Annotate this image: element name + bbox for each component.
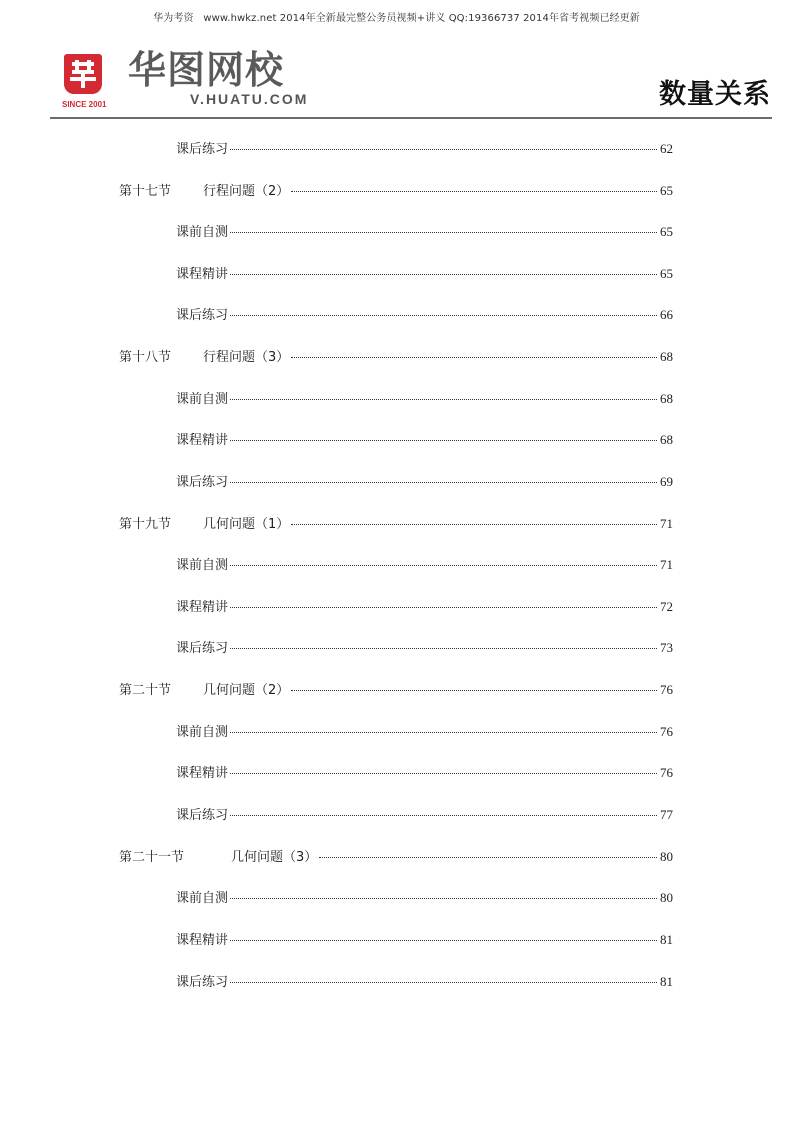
toc-entry-title: 课后练习: [176, 142, 229, 157]
toc-entry-title: 课程精讲: [176, 933, 229, 948]
toc-entry-title: 课程精讲: [176, 433, 229, 448]
toc-page-number: 65: [660, 183, 673, 198]
toc-page-number: 80: [660, 890, 673, 905]
toc-entry[interactable]: [176, 221, 673, 241]
toc-page-number: 81: [660, 932, 673, 947]
dot-leader: [230, 232, 657, 233]
toc-page-number: 68: [660, 391, 673, 406]
header-divider: [50, 117, 772, 119]
toc-entry[interactable]: [176, 263, 673, 283]
toc-entry[interactable]: [176, 929, 673, 949]
toc-entry[interactable]: [176, 637, 673, 657]
dot-leader: [291, 690, 657, 691]
dot-leader: [230, 773, 657, 774]
toc-entry-title: 课程精讲: [176, 600, 229, 615]
page-title: 数量关系: [659, 79, 771, 110]
toc-entry[interactable]: [176, 388, 673, 408]
dot-leader: [291, 191, 657, 192]
dot-leader: [291, 524, 657, 525]
toc-page-number: 80: [660, 849, 673, 864]
toc-section-number: 第二十一节: [119, 850, 185, 865]
toc-entry-title: 课后练习: [176, 308, 229, 323]
toc-entry-title: 课程精讲: [176, 267, 229, 282]
toc-entry-title: 课后练习: [176, 808, 229, 823]
dot-leader: [230, 565, 657, 566]
toc-page-number: 77: [660, 807, 673, 822]
dot-leader: [230, 648, 657, 649]
toc-entry[interactable]: [176, 762, 673, 782]
logo-shield-icon: [64, 54, 102, 94]
toc-section-title: 几何问题（2）: [203, 683, 290, 698]
dot-leader: [230, 482, 657, 483]
toc-entry[interactable]: [176, 471, 673, 491]
toc-page-number: 73: [660, 640, 673, 655]
logo-since-text: SINCE 2001: [62, 100, 107, 109]
page-header: [0, 48, 793, 118]
top-banner: 华为考资 www.hwkz.net 2014年全新最完整公务员视频+讲义 QQ:19366737 2014年省考视频已经更新: [153, 13, 640, 24]
toc-entry[interactable]: [176, 596, 673, 616]
toc-page-number: 76: [660, 724, 673, 739]
toc-page-number: 66: [660, 307, 673, 322]
dot-leader: [230, 815, 657, 816]
toc-section[interactable]: [119, 513, 673, 533]
logo-name: 华图网校: [128, 48, 285, 92]
toc-entry[interactable]: [176, 429, 673, 449]
toc-page-number: 65: [660, 224, 673, 239]
dot-leader: [230, 898, 657, 899]
toc-section-title: 行程问题（2）: [203, 184, 290, 199]
toc-entry-title: 课前自测: [176, 725, 229, 740]
toc-page-number: 81: [660, 974, 673, 989]
toc-entry[interactable]: [176, 721, 673, 741]
dot-leader: [230, 940, 657, 941]
toc-entry-title: 课后练习: [176, 475, 229, 490]
toc-entry-title: 课程精讲: [176, 766, 229, 781]
toc-entry[interactable]: [176, 304, 673, 324]
toc-page-number: 72: [660, 599, 673, 614]
toc-section[interactable]: [119, 180, 673, 200]
toc-page-number: 69: [660, 474, 673, 489]
dot-leader: [319, 857, 657, 858]
toc-entry-title: 课后练习: [176, 975, 229, 990]
dot-leader: [230, 732, 657, 733]
toc-section-title: 几何问题（3）: [231, 850, 318, 865]
toc-section-number: 第十七节: [119, 184, 172, 199]
toc-entry-title: 课前自测: [176, 392, 229, 407]
toc-entry-title: 课后练习: [176, 641, 229, 656]
toc-page-number: 65: [660, 266, 673, 281]
toc-page-number: 76: [660, 682, 673, 697]
toc-page-number: 68: [660, 349, 673, 364]
toc-page-number: 71: [660, 557, 673, 572]
toc-entry[interactable]: [176, 554, 673, 574]
toc-section-title: 行程问题（3）: [203, 350, 290, 365]
toc-section[interactable]: [119, 679, 673, 699]
toc-section-number: 第十九节: [119, 517, 172, 532]
toc-entry[interactable]: [176, 887, 673, 907]
ht-monogram-icon: [69, 59, 97, 89]
toc-entry-title: 课前自测: [176, 225, 229, 240]
toc-section-title: 几何问题（1）: [203, 517, 290, 532]
toc-entry-title: 课前自测: [176, 558, 229, 573]
toc-entry[interactable]: [176, 971, 673, 991]
dot-leader: [230, 607, 657, 608]
logo-url: V.HUATU.COM: [190, 91, 309, 107]
toc-page-number: 71: [660, 516, 673, 531]
dot-leader: [291, 357, 657, 358]
toc-page-number: 62: [660, 141, 673, 156]
dot-leader: [230, 440, 657, 441]
toc-section[interactable]: [119, 846, 673, 866]
dot-leader: [230, 399, 657, 400]
dot-leader: [230, 982, 657, 983]
dot-leader: [230, 274, 657, 275]
toc-page-number: 68: [660, 432, 673, 447]
toc-entry[interactable]: [176, 138, 673, 158]
toc-section-number: 第十八节: [119, 350, 172, 365]
toc-entry-title: 课前自测: [176, 891, 229, 906]
toc-page-number: 76: [660, 765, 673, 780]
toc-entry[interactable]: [176, 804, 673, 824]
dot-leader: [230, 149, 657, 150]
toc-section-number: 第二十节: [119, 683, 172, 698]
toc-section[interactable]: [119, 346, 673, 366]
dot-leader: [230, 315, 657, 316]
